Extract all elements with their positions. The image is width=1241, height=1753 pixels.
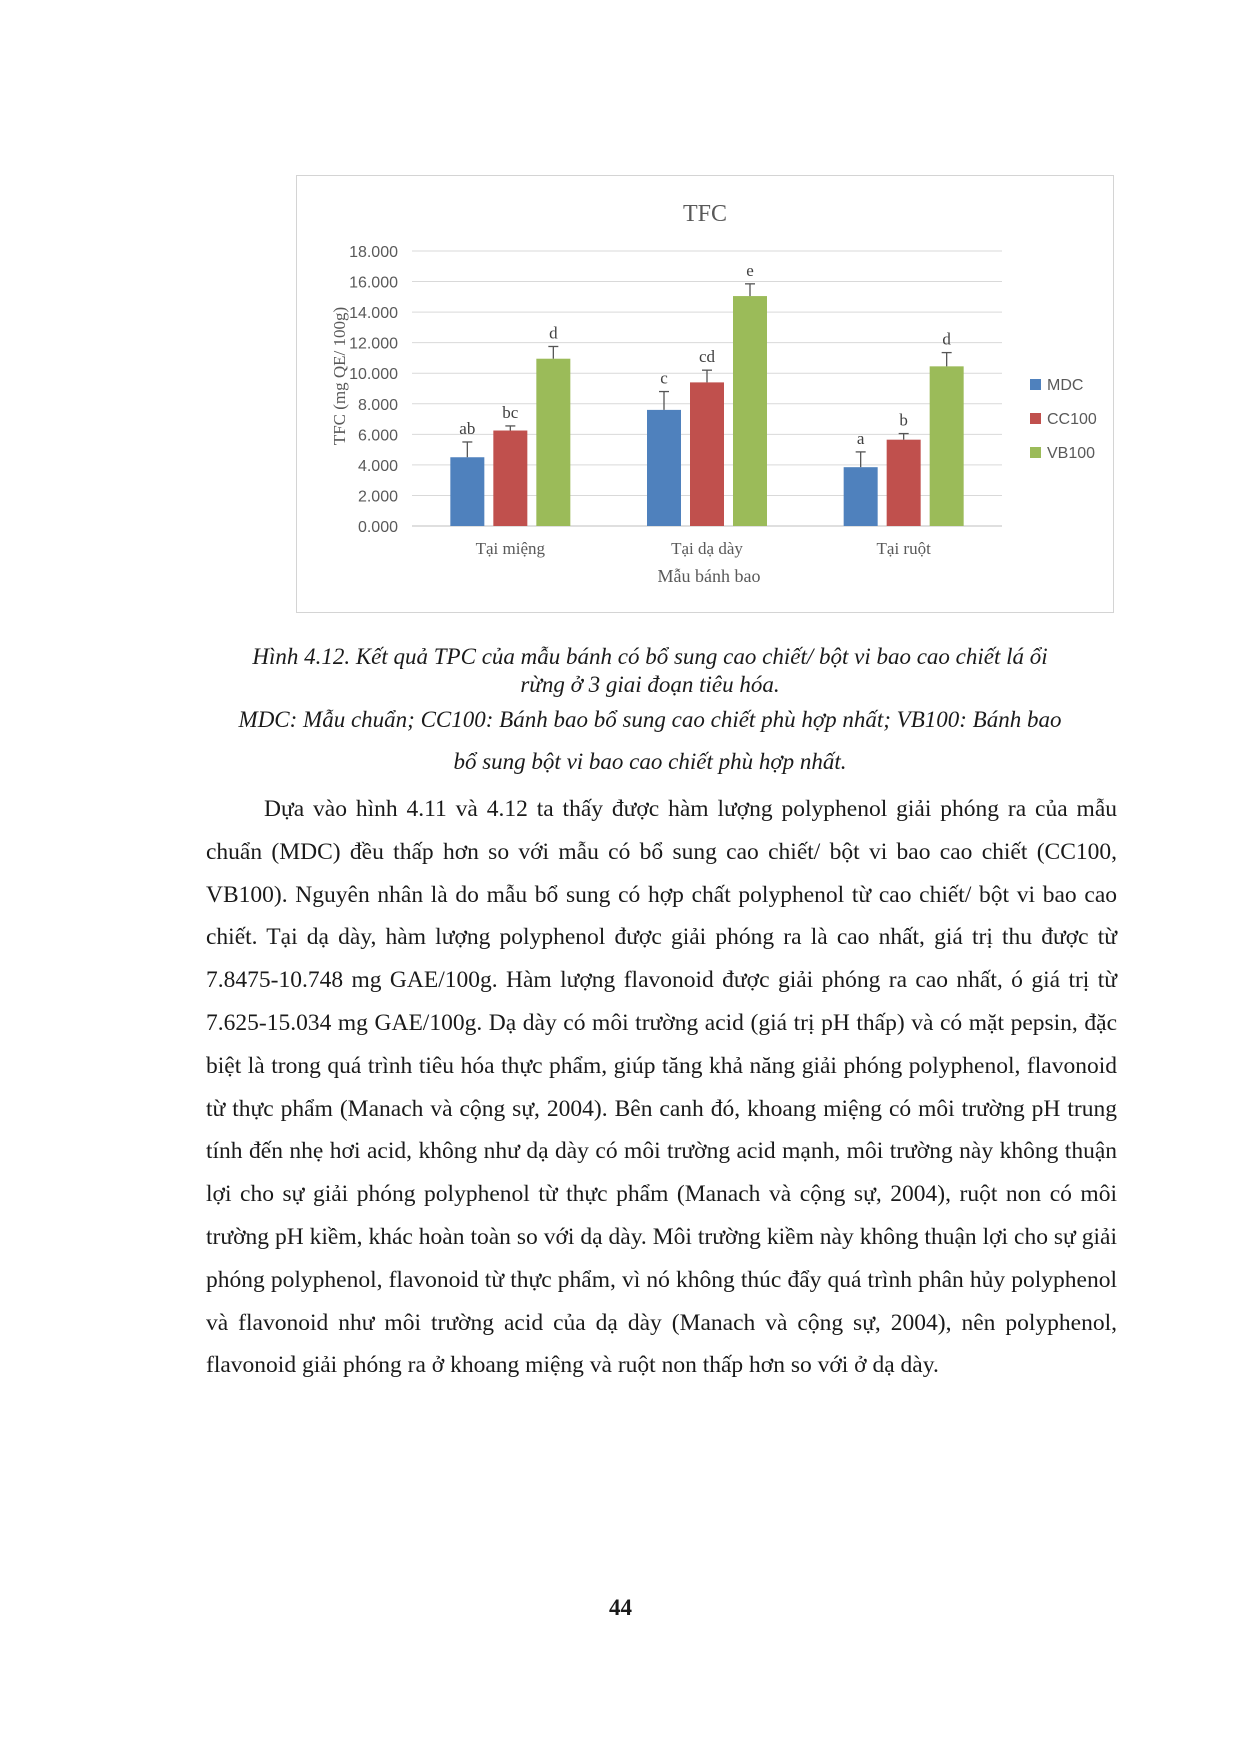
- figure-caption-line-4: bổ sung bột vi bao cao chiết phù hợp nhất.: [453, 749, 847, 774]
- figure-caption-line-1: Hình 4.12. Kết quả TPC của mẫu bánh có bổ sung cao chiết/ bột vi bao cao chiết lá ổi: [252, 644, 1048, 669]
- bar-cc100: [887, 440, 921, 526]
- body-text: [206, 788, 1117, 1387]
- bar-cc100: [493, 431, 527, 526]
- bar-mdc: [450, 457, 484, 526]
- significance-label: c: [660, 368, 668, 388]
- y-tick-label: 6.000: [357, 427, 398, 445]
- y-tick-label: 14.000: [349, 305, 398, 323]
- bar-vb100: [536, 359, 570, 526]
- significance-label: a: [856, 428, 865, 448]
- y-tick-label: 12.000: [349, 335, 398, 353]
- y-tick-label: 0.000: [357, 519, 398, 536]
- y-tick-label: 2.000: [357, 488, 398, 506]
- x-tick-label: Tại dạ dày: [671, 539, 743, 558]
- significance-label: ab: [459, 418, 476, 438]
- y-tick-label: 8.000: [357, 396, 398, 414]
- figure-caption-line-2: rừng ở 3 giai đoạn tiêu hóa.: [520, 672, 780, 697]
- y-tick-label: 18.000: [349, 244, 398, 261]
- y-tick-label: 16.000: [349, 274, 398, 292]
- tfc-bar-chart: [297, 176, 1115, 614]
- x-axis-title: Mẫu bánh bao: [657, 566, 761, 586]
- bar-vb100: [930, 366, 964, 526]
- chart-title: TFC: [682, 201, 728, 227]
- y-tick-label: 4.000: [357, 457, 398, 475]
- figure-caption-line-3: MDC: Mẫu chuẩn; CC100: Bánh bao bổ sung cao chiết phù hợp nhất; VB100: Bánh bao: [238, 707, 1062, 732]
- legend-swatch-mdc: [1030, 379, 1041, 390]
- body-paragraph: Dựa vào hình 4.11 và 4.12 ta thấy được hàm lượng polyphenol giải phóng ra của mẫu chuẩn (MDC) đều thấp hơn so với mẫu có bổ sung cao chiết/ bột vi bao cao chiết (CC100, VB100). Nguyên nhân là do mẫu bổ sung có hợp chất polyphenol từ cao chiết/ bột vi bao cao chiết. Tại dạ dày, hàm lượng polyphenol được giải phóng ra là cao nhất, giá trị thu được từ 7.8475-10.748 mg GAE/100g. Hàm lượng flavonoid được giải phóng ra cao nhất, ó giá trị từ 7.625-15.034 mg GAE/100g. Dạ dày có môi trường acid (giá trị pH thấp) và có mặt pepsin, đặc biệt là trong quá trình tiêu hóa thực phẩm, giúp tăng khả năng giải phóng polyphenol, flavonoid từ thực phẩm (Manach và cộng sự, 2004). Bên canh đó, khoang miệng có môi trường pH trung tính đến nhẹ hơi acid, không như dạ dày có môi trường acid mạnh, môi trường này không thuận lợi cho sự giải phóng polyphenol từ thực phẩm (Manach và cộng sự, 2004), ruột non có môi trường pH kiềm, khác hoàn toàn so với dạ dày. Môi trường kiềm này không thuận lợi cho sự giải phóng polyphenol, flavonoid từ thực phẩm, vì nó không thúc đẩy quá trình phân hủy polyphenol và flavonoid như môi trường acid của dạ dày (Manach và cộng sự, 2004), nên polyphenol, flavonoid giải phóng ra ở khoang miệng và ruột non thấp hơn so với ở dạ dày.: [206, 796, 1117, 1379]
- x-tick-label: Tại miệng: [475, 539, 546, 558]
- x-tick-label: Tại ruột: [876, 539, 931, 558]
- significance-label: d: [942, 329, 951, 349]
- legend-swatch-cc100: [1030, 413, 1041, 424]
- chart-container: [296, 175, 1114, 613]
- y-tick-label: 10.000: [349, 366, 398, 384]
- significance-label: e: [746, 260, 754, 280]
- legend-label-mdc: MDC: [1047, 377, 1084, 394]
- significance-label: b: [899, 410, 908, 430]
- significance-label: cd: [698, 347, 716, 367]
- legend-label-cc100: CC100: [1047, 411, 1097, 428]
- significance-label: d: [549, 323, 558, 343]
- bar-vb100: [733, 296, 767, 526]
- legend-swatch-vb100: [1030, 447, 1041, 458]
- page-number: 44: [609, 1595, 632, 1620]
- bar-mdc: [647, 410, 681, 526]
- bar-cc100: [690, 382, 724, 526]
- significance-label: bc: [502, 402, 519, 422]
- bar-mdc: [844, 467, 878, 526]
- y-axis-label: TFC (mg QE/ 100g): [330, 306, 349, 446]
- legend-label-vb100: VB100: [1047, 445, 1096, 462]
